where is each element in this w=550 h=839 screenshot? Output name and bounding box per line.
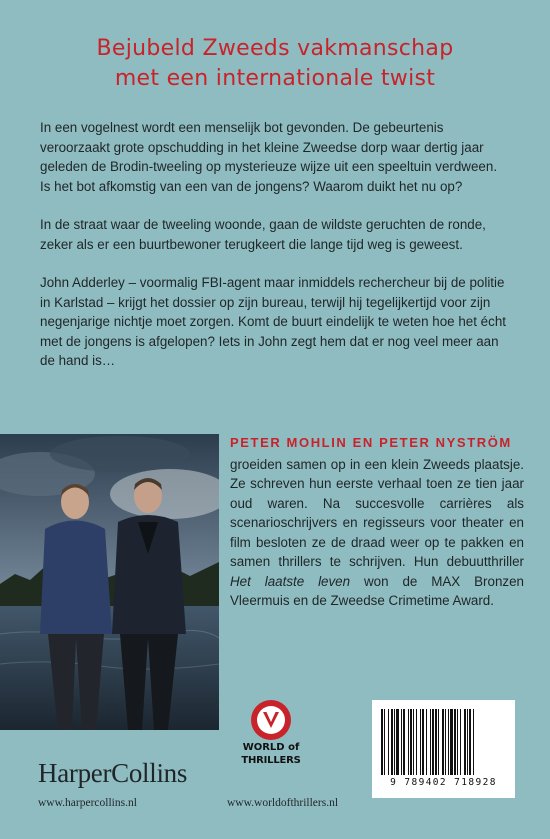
barcode-bar — [448, 709, 449, 775]
blurb-paragraph-3: John Adderley – voormalig FBI-agent maar inmiddels rechercheur bij de politie in Karlstad – krijgt het dossier op zijn bureau, terwijl hij tegelijkertijd voor zijn negenjarige nichtje moet zorgen. Komt de buurt eindelijk te weten hoe het écht met de jongens is afgelopen? Iets in John zegt hem dat er nog veel meer aan de hand is… — [40, 275, 506, 368]
blurb-paragraph-2: In de straat waar de tweeling woonde, gaan de wildste geruchten de ronde, zeker als er een buurtbewoner terugkeert die lange tijd weg is geweest. — [40, 217, 486, 252]
barcode-bar — [401, 709, 402, 775]
barcode-bar — [460, 709, 461, 775]
authors-block — [230, 433, 524, 611]
debut-title: Het laatste leven — [230, 573, 351, 589]
barcode-bar — [442, 709, 444, 775]
logo-line-1: WORLD of — [242, 742, 300, 753]
world-of-thrillers-logo — [236, 698, 306, 778]
publisher-name: HarperCollins — [38, 758, 188, 788]
headline-line-2: met een internationale twist — [114, 66, 436, 91]
barcode-bar — [408, 709, 409, 775]
world-of-thrillers-url: www.worldofthrillers.nl — [227, 797, 339, 809]
barcode-bar — [391, 709, 393, 775]
barcode-bar — [467, 709, 468, 775]
barcode-bar — [473, 709, 474, 775]
barcode-bar — [469, 709, 471, 775]
authors-bio-text-1: groeiden samen op in een klein Zweeds plaatsje. Ze schreven hun eerste verhaal toen ze tien jaar oud waren. Na succesvolle carrières als scenarioschrijvers en regisseurs voor theater en film besloten ze de draad weer op te pakken en samen thrillers te schrijven. Hun debuutthriller — [230, 456, 524, 569]
barcode-bar — [413, 709, 414, 775]
blurb-paragraph-1: In een vogelnest wordt een menselijk bot gevonden. De gebeurtenis veroorzaakt grote opschudding in het kleine Zweedse dorp waar dertig jaar geleden de Brodin-tweeling op mysterieuze wijze uit een speeltuin verdween. Is het bot afkomstig van een van de jongens? Waarom duikt het nu op? — [40, 120, 498, 194]
barcode-bar — [396, 709, 399, 775]
barcode-bar — [394, 709, 395, 775]
barcode-bar — [426, 709, 427, 775]
authors-bio-text-2: won de MAX Bronzen Vleermuis en de Zweedse Crimetime Award. — [230, 573, 525, 608]
headline-line-1: Bejubeld Zweeds vakmanschap — [96, 36, 454, 61]
barcode-bar — [422, 709, 424, 775]
barcode-bar — [445, 709, 446, 775]
barcode-bar — [381, 709, 383, 775]
barcode-bar — [454, 709, 456, 775]
blurb — [40, 118, 510, 390]
barcode-bar — [430, 709, 431, 775]
barcode-bar — [410, 709, 412, 775]
barcode-bar — [457, 709, 458, 775]
barcode-bar — [403, 709, 405, 775]
author-photo — [0, 434, 219, 730]
barcode-bar — [388, 709, 389, 775]
publisher-url: www.harpercollins.nl — [38, 797, 137, 809]
authors-name: PETER MOHLIN EN PETER NYSTRÖM — [230, 435, 512, 450]
logo-line-2: THRILLERS — [241, 755, 301, 766]
barcode-bar — [435, 709, 437, 775]
barcode-bar — [384, 709, 385, 775]
barcode-bar — [450, 709, 453, 775]
barcode-bar — [420, 709, 421, 775]
barcode — [372, 700, 515, 798]
isbn-number: 9 789402 718928 — [390, 777, 497, 788]
authors-bio — [230, 457, 524, 609]
barcode-bar — [432, 709, 434, 775]
barcode-bar — [416, 709, 417, 775]
headline — [0, 34, 550, 94]
barcode-bar — [464, 709, 466, 775]
barcode-bars — [381, 709, 506, 775]
barcode-bar — [438, 709, 439, 775]
